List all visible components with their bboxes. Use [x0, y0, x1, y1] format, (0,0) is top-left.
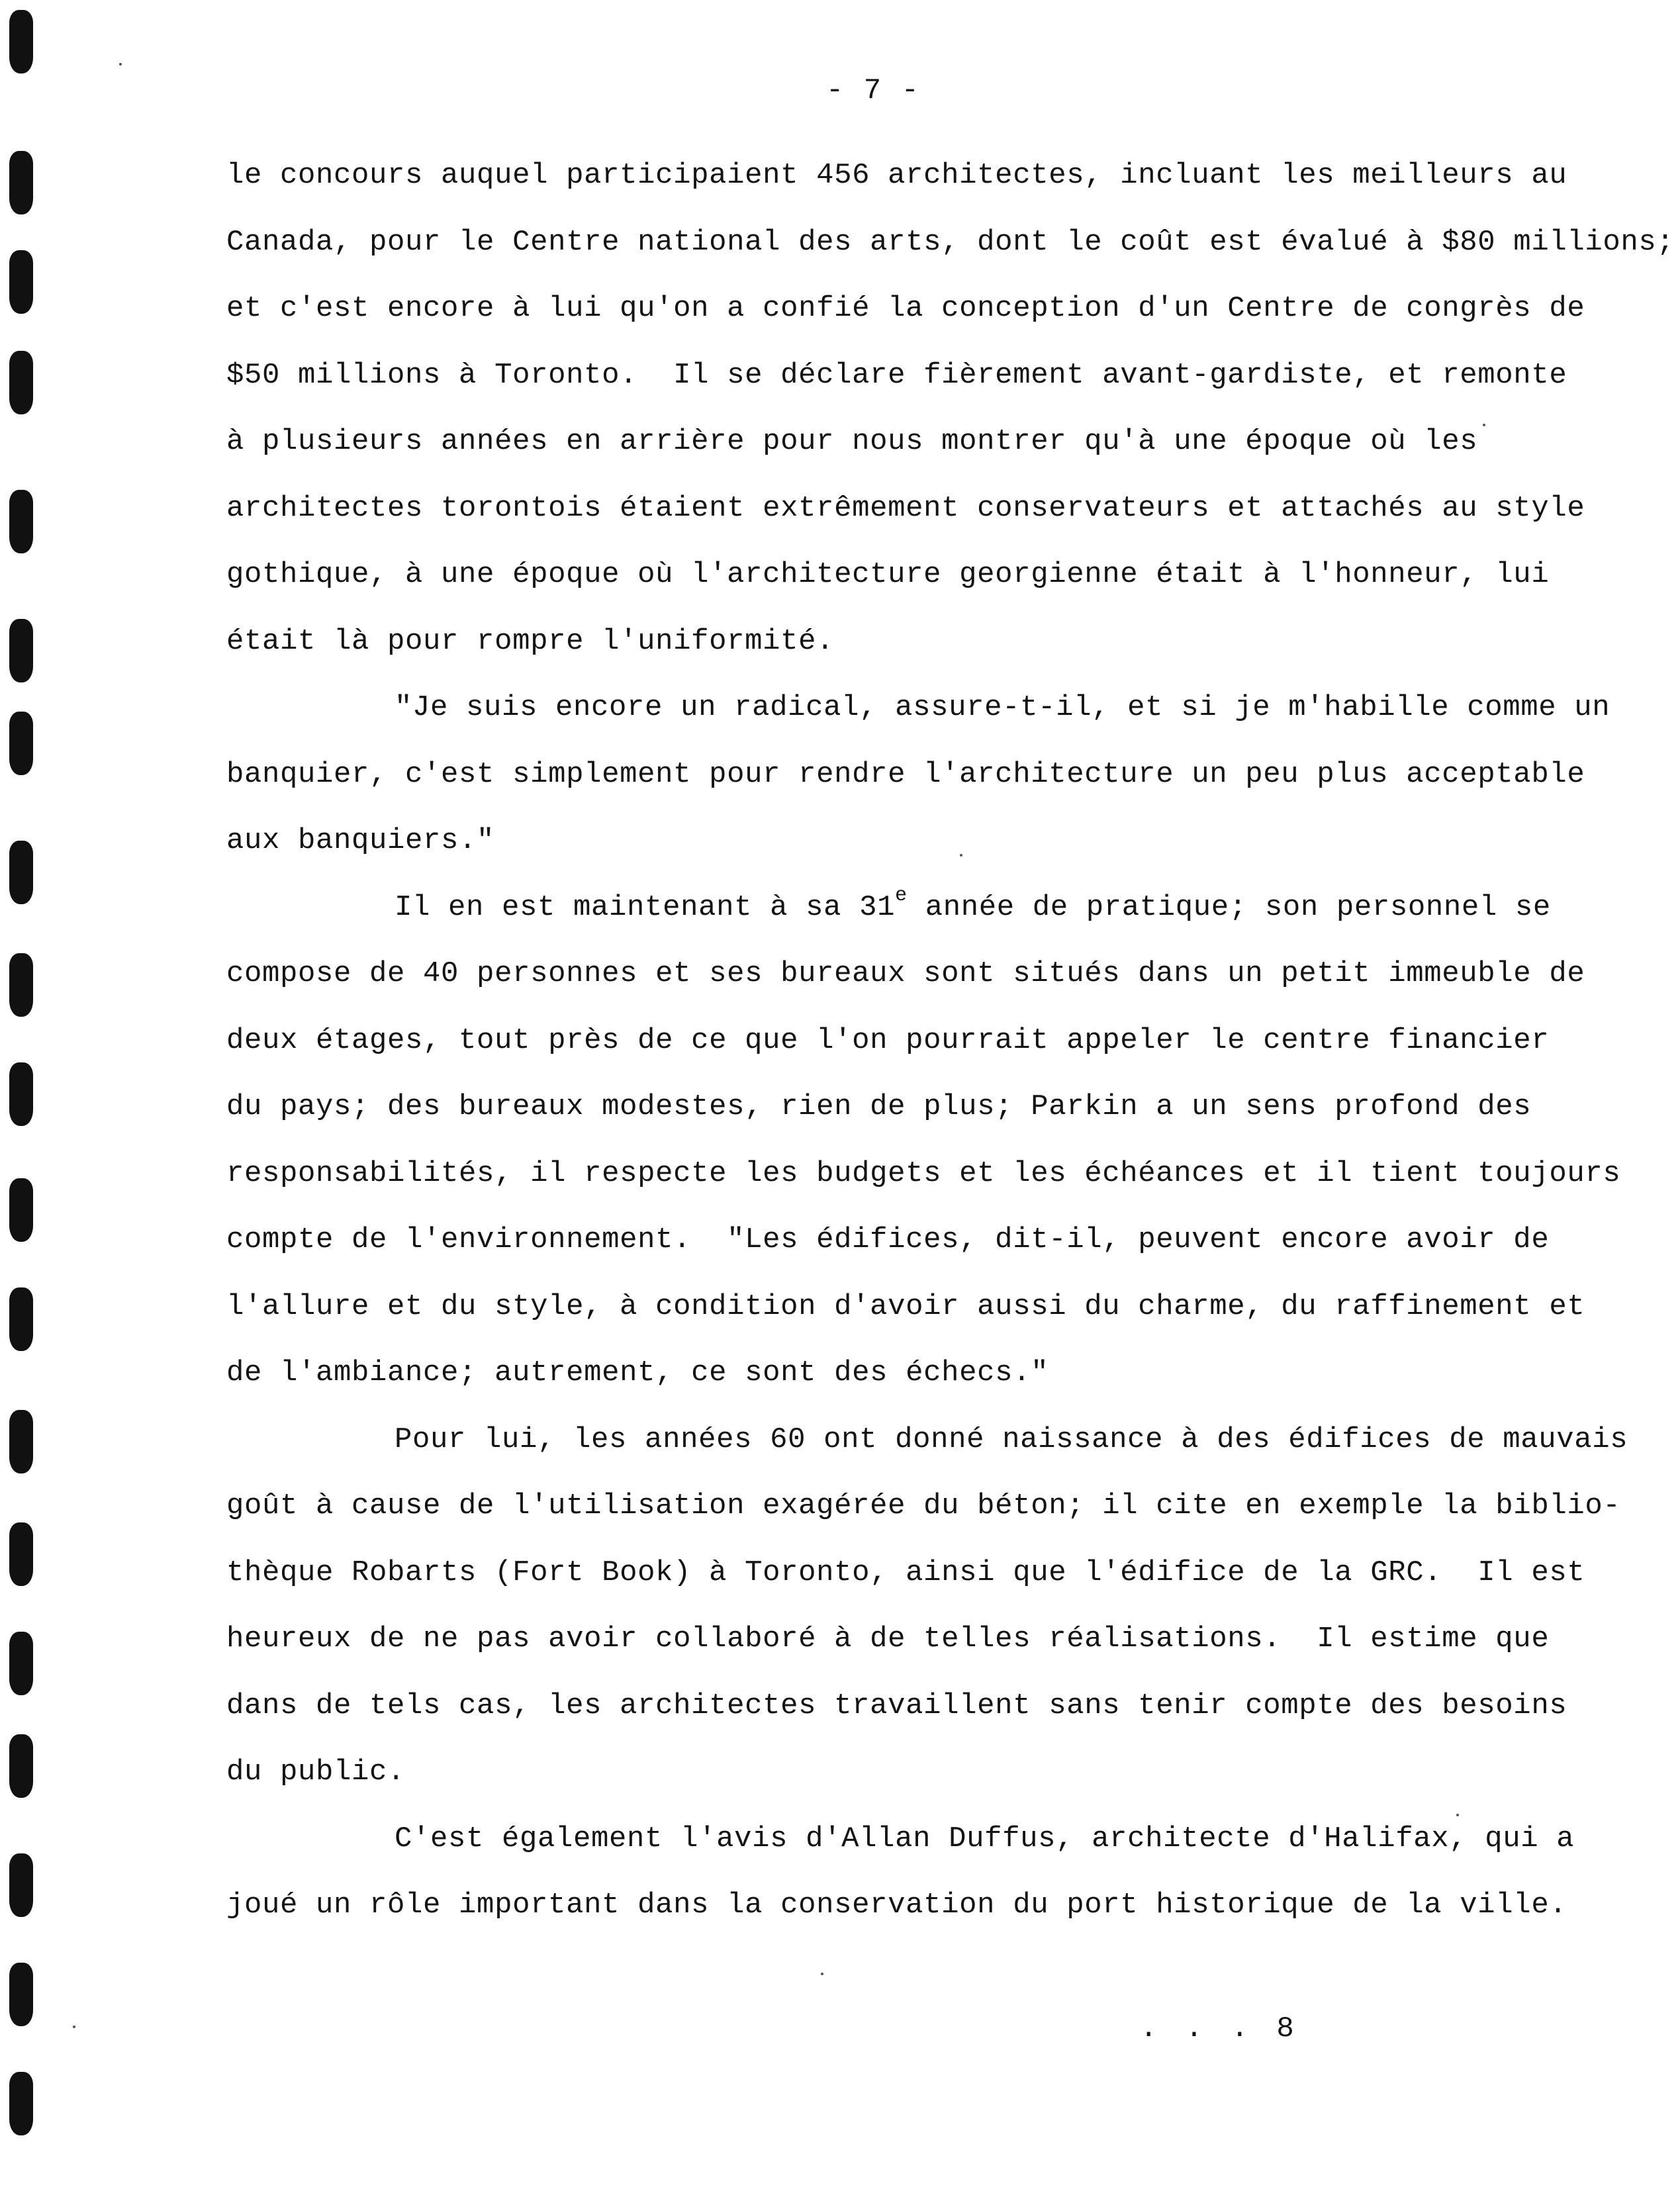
text-line: du pays; des bureaux modestes, rien de plus; Parkin a un sens profond des: [226, 1090, 1532, 1123]
binding-mark: [9, 250, 33, 314]
scan-speck: [73, 2026, 75, 2028]
binding-mark: [9, 619, 33, 682]
binding-mark: [9, 351, 33, 414]
binding-mark: [9, 953, 33, 1017]
binding-mark: [9, 1062, 33, 1126]
text-line: thèque Robarts (Fort Book) à Toronto, ainsi que l'édifice de la GRC. Il est: [226, 1556, 1585, 1589]
text-line: était là pour rompre l'uniformité.: [226, 624, 835, 658]
text-line: goût à cause de l'utilisation exagérée du béton; il cite en exemple la biblio-: [226, 1489, 1621, 1522]
paragraph-5: [226, 1806, 1590, 1939]
text-line: C'est également l'avis d'Allan Duffus, architecte d'Halifax, qui a: [395, 1822, 1575, 1855]
text-line: Canada, pour le Centre national des arts, dont le coût est évalué à $80 millions;: [226, 225, 1675, 259]
text-fragment: Il en est maintenant à sa 31: [395, 890, 896, 924]
binding-mark: [9, 2072, 33, 2135]
page-number: - 7 -: [826, 74, 921, 107]
paragraph-4: [226, 1407, 1628, 1806]
text-line: Pour lui, les années 60 ont donné naissance à des édifices de mauvais: [395, 1423, 1628, 1456]
text-line: banquier, c'est simplement pour rendre l'architecture un peu plus acceptable: [226, 757, 1585, 791]
text-line: et c'est encore à lui qu'on a confié la conception d'un Centre de congrès de: [226, 292, 1585, 325]
text-line: l'allure et du style, à condition d'avoir aussi du charme, du raffinement et: [226, 1289, 1585, 1323]
text-line: heureux de ne pas avoir collaboré à de telles réalisations. Il estime que: [226, 1622, 1550, 1656]
binding-mark: [9, 1632, 33, 1695]
text-line: architectes torontois étaient extrêmement conservateurs et attachés au style: [226, 491, 1585, 525]
binding-mark: [9, 1178, 33, 1242]
binding-mark: [9, 1287, 33, 1351]
binding-mark: [9, 10, 33, 73]
continuation-marker: . . . 8: [1140, 2012, 1299, 2045]
paragraph-2: [226, 675, 1610, 874]
binding-mark: [9, 1522, 33, 1586]
text-line: deux étages, tout près de ce que l'on pourrait appeler le centre financier: [226, 1023, 1550, 1057]
scan-speck: [821, 1973, 823, 1975]
binding-mark: [9, 1963, 33, 2026]
binding-mark: [9, 151, 33, 214]
text-line: gothique, à une époque où l'architecture georgienne était à l'honneur, lui: [226, 558, 1550, 591]
text-line: dans de tels cas, les architectes travaillent sans tenir compte des besoins: [226, 1689, 1567, 1722]
paragraph-3: [226, 874, 1621, 1407]
document-body: [226, 142, 1675, 1939]
text-line: $50 millions à Toronto. Il se déclare fièrement avant-gardiste, et remonte: [226, 358, 1567, 392]
text-fragment: année de pratique; son personnel se: [907, 890, 1551, 924]
scan-speck: [119, 63, 122, 66]
text-line: à plusieurs années en arrière pour nous montrer qu'à une époque où les: [226, 425, 1478, 458]
binding-mark: [9, 1410, 33, 1473]
ordinal-superscript: e: [895, 884, 908, 907]
text-line: de l'ambiance; autrement, ce sont des échecs.": [226, 1356, 1049, 1389]
binding-mark: [9, 712, 33, 775]
text-line: responsabilités, il respecte les budgets et les échéances et il tient toujours: [226, 1156, 1621, 1190]
text-line: aux banquiers.": [226, 824, 495, 857]
text-line: le concours auquel participaient 456 architectes, incluant les meilleurs au: [226, 159, 1567, 192]
binding-mark: [9, 1853, 33, 1917]
text-line: du public.: [226, 1755, 406, 1789]
text-line: joué un rôle important dans la conservation du port historique de la ville.: [226, 1889, 1567, 1922]
binding-mark: [9, 1734, 33, 1798]
text-line: compose de 40 personnes et ses bureaux sont situés dans un petit immeuble de: [226, 957, 1585, 990]
binding-punch-marks: [0, 0, 60, 2193]
text-line: [226, 874, 1590, 941]
binding-mark: [9, 490, 33, 553]
binding-mark: [9, 841, 33, 904]
text-line: "Je suis encore un radical, assure-t-il, et si je m'habille comme un: [395, 691, 1610, 724]
paragraph-1: [226, 142, 1675, 675]
text-line: compte de l'environnement. "Les édifices, dit-il, peuvent encore avoir de: [226, 1223, 1550, 1256]
